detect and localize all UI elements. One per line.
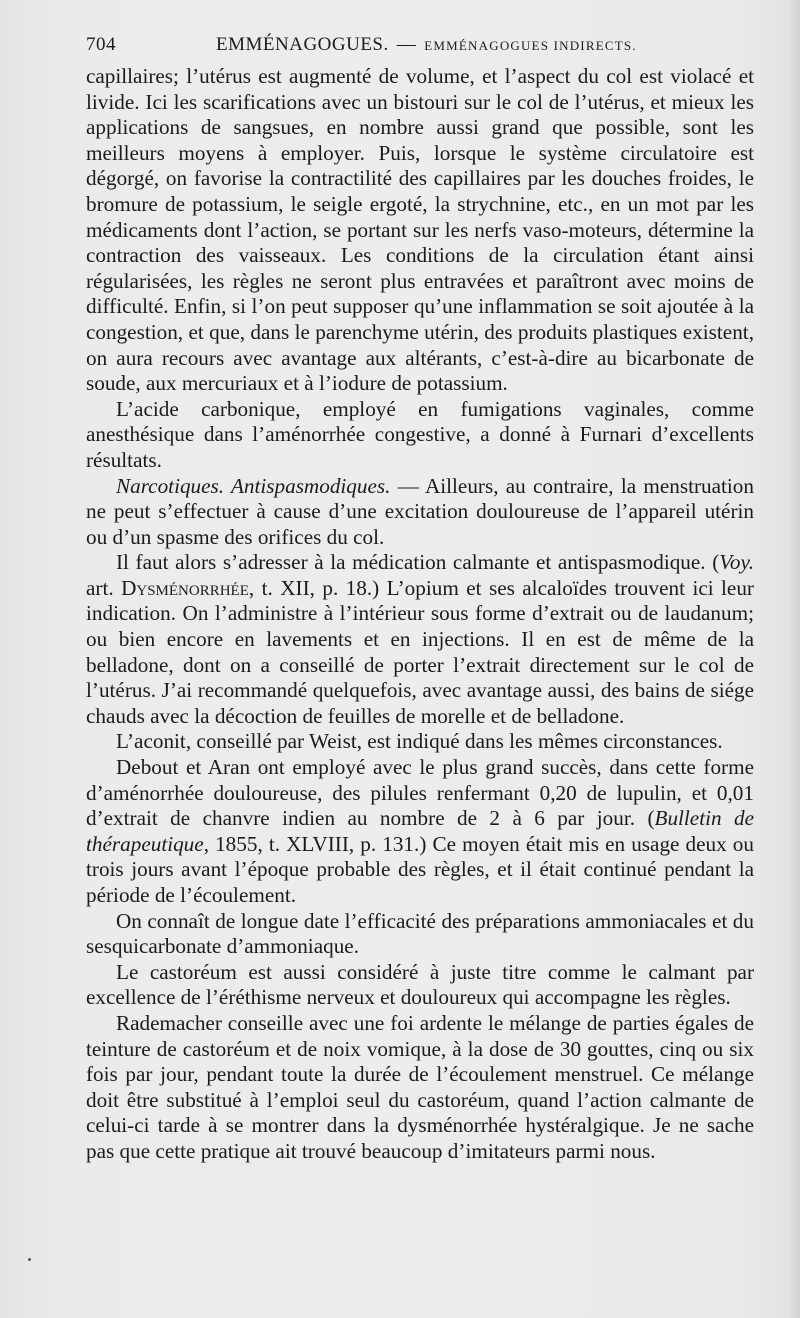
art-abbrev: art. xyxy=(86,575,122,600)
paragraph-3 xyxy=(86,474,754,551)
paragraph-9: Rademacher conseille avec une foi ardente le mélange de parties égales de teinture de castoréum et de noix vomique, à la dose de 30 gouttes, cinq ou six fois par jour, pendant toute la durée de l’écoulement menstruel. Ce mélange doit être substitué à l’emploi seul du castoréum, quand l’action calmante de celui-ci tarde à se montrer dans la dysménorrhée hystéralgique. Je ne sache pas que cette pratique ait trouvé beaucoup d’imitateurs parmi nous. xyxy=(86,1010,754,1163)
header-dash: — xyxy=(396,34,417,55)
voy-abbrev: Voy. xyxy=(719,550,754,575)
paragraph-6 xyxy=(86,755,754,909)
page-edge-shadow xyxy=(788,0,800,1318)
header-title-group xyxy=(216,34,637,56)
paragraph-2: L’acide carbonique, employé en fumigations vaginales, comme anesthésique dans l’aménorrhée congestive, a donné à Furnari d’excellents résultats. xyxy=(86,396,754,472)
running-header xyxy=(86,34,754,60)
paragraph-8: Le castoréum est aussi considéré à juste titre comme le calmant par excellence de l’éréthisme nerveux et douloureux qui accompagne les règles. xyxy=(86,959,754,1010)
paragraph-1: capillaires; l’utérus est augmenté de volume, et l’aspect du col est violacé et livide. Ici les scarifications avec un bistouri sur le col de l’utérus, et mieux les applications de sangsues, en nombre aussi grand que possible, sont les meilleurs moyens à employer. Puis, lorsque le système circulatoire est dégorgé, on favorise la contractilité des capillaires par les douches froides, le bromure de potassium, le seigle ergoté, la strychnine, etc., en un mot par les médicaments dont l’action, se portant sur les nerfs vaso-moteurs, détermine la contraction des vaisseaux. Les conditions de la circulation étant ainsi régularisées, les règles ne seront plus entravées et paraîtront avec moins de difficulté. Enfin, si l’on peut supposer qu’une inflammation se soit ajoutée à la congestion, et que, dans le parenchyme utérin, des produits plastiques existent, on aura recours avec avantage aux altérants, c’est-à-dire au bicarbonate de soude, aux mercuriaux et à l’iodure de potassium. xyxy=(86,64,754,396)
margin-speck xyxy=(28,1258,31,1261)
header-subtitle: EMMÉNAGOGUES INDIRECTS. xyxy=(424,38,637,53)
header-title: EMMÉNAGOGUES. xyxy=(216,34,389,55)
paragraph-4 xyxy=(86,550,754,729)
paragraph-3-text: Ailleurs, au contraire, la menstruation ne peut s’effectuer à cause d’une excitation douloureuse de l’appareil utérin ou d’un spasme des orifices du col. xyxy=(86,473,754,549)
journal-citation: Bulletin de thérapeutique xyxy=(86,806,754,856)
paragraph-7: On connaît de longue date l’efficacité des préparations ammoniacales et du sesquicarbonate d’ammoniaque. xyxy=(86,908,754,959)
body-text xyxy=(86,64,754,1165)
cross-reference-dysmenorrhee: Dysménorrhée xyxy=(121,575,249,600)
page-number: 704 xyxy=(86,34,116,55)
paragraph-6-part-b: , 1855, t. XLVIII, p. 131.) Ce moyen était mis en usage deux ou trois jours avant l’époque probable des règles, et il était continué pendant la période de l’écoulement. xyxy=(86,831,754,907)
paragraph-4-part-b: , t. XII, p. 18.) L’opium et ses alcaloïdes trouvent ici leur indication. On l’administre à l’intérieur sous forme d’extrait ou de laudanum; ou bien encore en lavements et en injections. Il en est de même de la belladone, dont on a conseillé de porter l’extrait directement sur le col de l’utérus. J’ai recommandé quelquefois, avec avantage aussi, des bains de siége chauds avec la décoction de feuilles de morelle et de belladone. xyxy=(86,575,754,728)
paragraph-5: L’aconit, conseillé par Weist, est indiqué dans les mêmes circonstances. xyxy=(116,729,723,754)
section-heading-narcotiques: Narcotiques. Antispasmodiques. xyxy=(116,473,391,498)
paragraph-6-part-a: Debout et Aran ont employé avec le plus grand succès, dans cette forme d’aménorrhée douloureuse, des pilules renfermant 0,20 de lupulin, et 0,01 d’extrait de chanvre indien au nombre de 2 à 6 par jour. ( xyxy=(86,755,754,831)
paragraph-4-part-a: Il faut alors s’adresser à la médication calmante et antispasmodique. ( xyxy=(116,550,720,575)
heading-dash: — xyxy=(390,473,425,498)
